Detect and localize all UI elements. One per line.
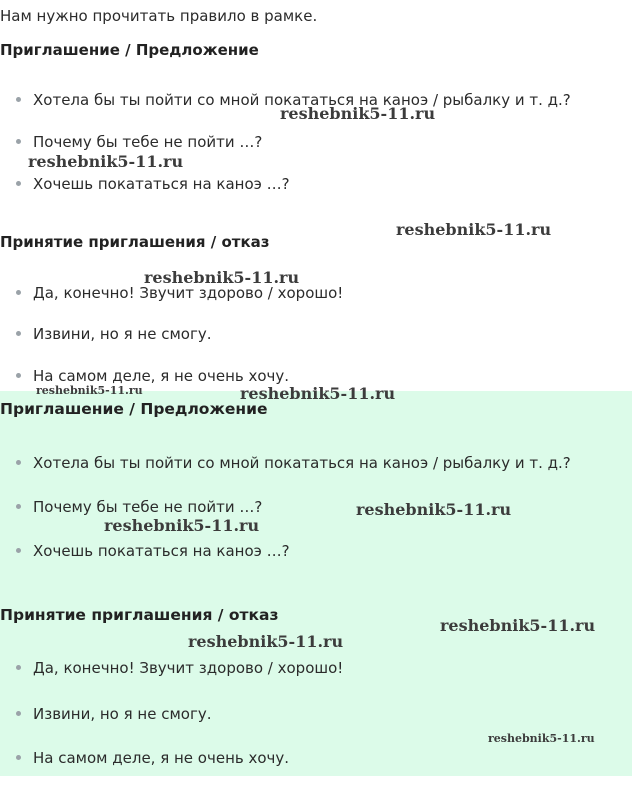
watermark: reshebnik5-11.ru [280,104,436,123]
bullet-icon [16,755,21,760]
list-item: На самом деле, я не очень хочу. [16,749,289,767]
watermark: reshebnik5-11.ru [488,732,595,745]
bullet-icon [16,504,21,509]
bullet-icon [16,331,21,336]
bullet-icon [16,139,21,144]
list-item: Хочешь покататься на каноэ …? [16,542,290,560]
bullet-icon [16,97,21,102]
bullet-icon [16,548,21,553]
watermark: reshebnik5-11.ru [104,516,260,535]
list-item: Хотела бы ты пойти со мной покататься на каноэ / рыбалку и т. д.? [16,91,571,109]
bullet-icon [16,460,21,465]
list-item: Почему бы тебе не пойти …? [16,133,262,151]
watermark: reshebnik5-11.ru [28,152,184,171]
bullet-icon [16,181,21,186]
bullet-icon [16,373,21,378]
list-item: Почему бы тебе не пойти …? [16,498,262,516]
list-item: На самом деле, я не очень хочу. [16,367,289,385]
watermark: reshebnik5-11.ru [356,500,512,519]
list-item: Хочешь покататься на каноэ …? [16,175,290,193]
bullet-icon [16,665,21,670]
list-item: Хотела бы ты пойти со мной покататься на каноэ / рыбалку и т. д.? [16,454,571,472]
watermark: reshebnik5-11.ru [36,384,143,397]
list-item: Да, конечно! Звучит здорово / хорошо! [16,284,343,302]
list-item: Извини, но я не смогу. [16,705,212,723]
bullet-icon [16,290,21,295]
watermark: reshebnik5-11.ru [440,616,596,635]
box-heading-invitation: Приглашение / Предложение [0,400,268,418]
list-item: Извини, но я не смогу. [16,325,212,343]
box-heading-acceptance: Принятие приглашения / отказ [0,606,279,624]
list-item: Да, конечно! Звучит здорово / хорошо! [16,659,343,677]
watermark: reshebnik5-11.ru [396,220,552,239]
watermark: reshebnik5-11.ru [144,268,300,287]
rule-box [0,391,632,776]
bullet-icon [16,711,21,716]
section-heading-invitation: Приглашение / Предложение [0,41,259,59]
watermark: reshebnik5-11.ru [240,384,396,403]
intro-text: Нам нужно прочитать правило в рамке. [0,7,318,25]
watermark: reshebnik5-11.ru [188,632,344,651]
section-heading-acceptance: Принятие приглашения / отказ [0,233,270,251]
